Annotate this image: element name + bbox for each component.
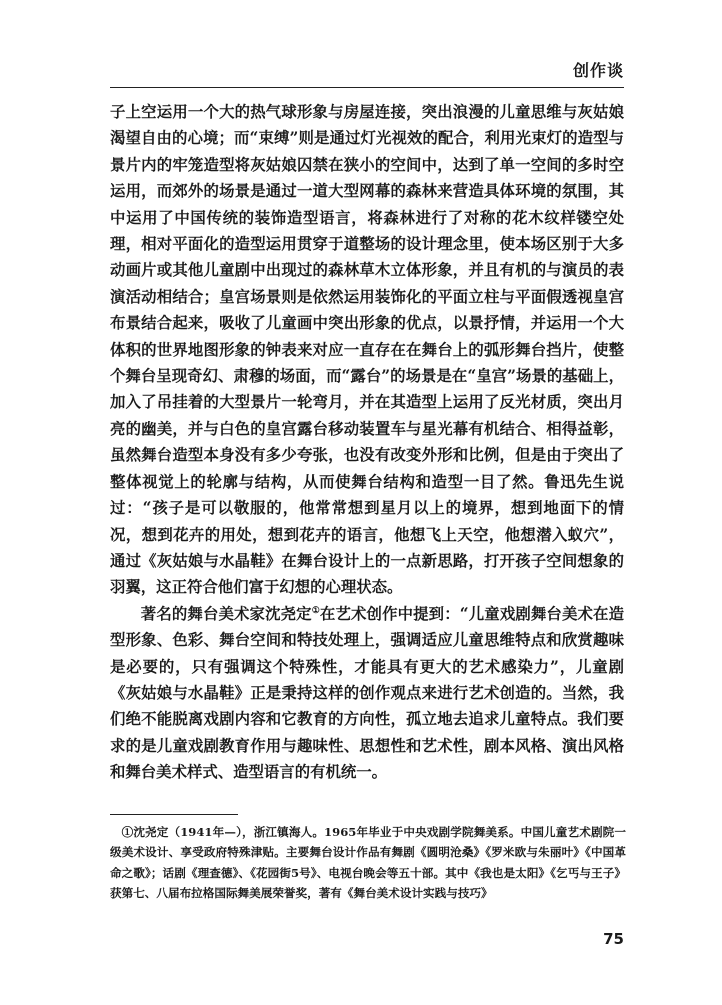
body-text [110, 99, 624, 786]
footnote-rule [110, 814, 238, 815]
footnote [110, 822, 626, 904]
page-number: 75 [603, 930, 624, 948]
indented-paragraph [110, 601, 624, 786]
footnote-marker: ① [311, 605, 320, 616]
running-header: 创作谈 [572, 61, 624, 80]
header-rule [110, 87, 624, 88]
paragraph-rest: 在艺术创作中提到：“儿童戏剧舞台美术在造型形象、色彩、舞台空间和特技处理上，强调适应儿童思维特点和欣赏趣味是必要的，只有强调这个特殊性，才能具有更大的艺术感染力”，儿童剧《灰姑娘与水晶鞋》正是秉持这样的创作观点来进行艺术创造的。当然，我们绝不能脱离戏剧内容和它教育的方向性，孤立地去追求儿童特点。我们要求的是儿童戏剧教育作用与趣味性、思想性和艺术性，剧本风格、演出风格和舞台美术样式、造型语言的有机统一。 [110, 604, 624, 782]
footnote-text: ①沈尧定（1941年—），浙江镇海人。1965年毕业于中央戏剧学院舞美系。中国儿童艺术剧院一级美术设计、享受政府特殊津贴。主要舞台设计作品有舞剧《圆明沧桑》《罗米欧与朱丽叶》《中国革命之歌》；话剧《理查德》、《花园街5号》、电视台晚会等五十部。其中《我也是太阳》《乞丐与王子》获第七、八届布拉格国际舞美展荣誉奖，著有《舞台美术设计实践与技巧》 [110, 825, 626, 901]
continued-paragraph: 子上空运用一个大的热气球形象与房屋连接，突出浪漫的儿童思维与灰姑娘渴望自由的心境；而“束缚”则是通过灯光视效的配合，利用光束灯的造型与景片内的牢笼造型将灰姑娘囚禁在狭小的空间中，达到了单一空间的多时空运用，而郊外的场景是通过一道大型网幕的森林来营造具体环境的氛围，其中运用了中国传统的装饰造型语言，将森林进行了对称的花木纹样镂空处理，相对平面化的造型运用贯穿于道整场的设计理念里，使本场区别于大多动画片或其他儿童剧中出现过的森林草木立体形象，并且有机的与演员的表演活动相结合；皇宫场景则是依然运用装饰化的平面立柱与平面假透视皇宫布景结合起来，吸收了儿童画中突出形象的优点，以景抒情，并运用一个大体积的世界地图形象的钟表来对应一直存在在舞台上的弧形舞台挡片，使整个舞台呈现奇幻、肃穆的场面，而“露台”的场景是在“皇宫”场景的基础上，加入了吊挂着的大型景片一轮弯月，并在其造型上运用了反光材质，突出月亮的幽美，并与白色的皇宫露台移动装置车与星光幕有机结合、相得益彰，虽然舞台造型本身没有多少夸张，也没有改变外形和比例，但是由于突出了整体视觉上的轮廓与结构，从而使舞台结构和造型一目了然。鲁迅先生说过：“孩子是可以敬服的，他常常想到星月以上的境界，想到地面下的情况，想到花卉的用处，想到花卉的语言，他想飞上天空，他想潜入蚁穴”，通过《灰姑娘与水晶鞋》在舞台设计上的一点新思路，打开孩子空间想象的羽翼，这正符合他们富于幻想的心理状态。 [110, 103, 624, 597]
paragraph-lead: 著名的舞台美术家沈尧定 [140, 604, 312, 623]
